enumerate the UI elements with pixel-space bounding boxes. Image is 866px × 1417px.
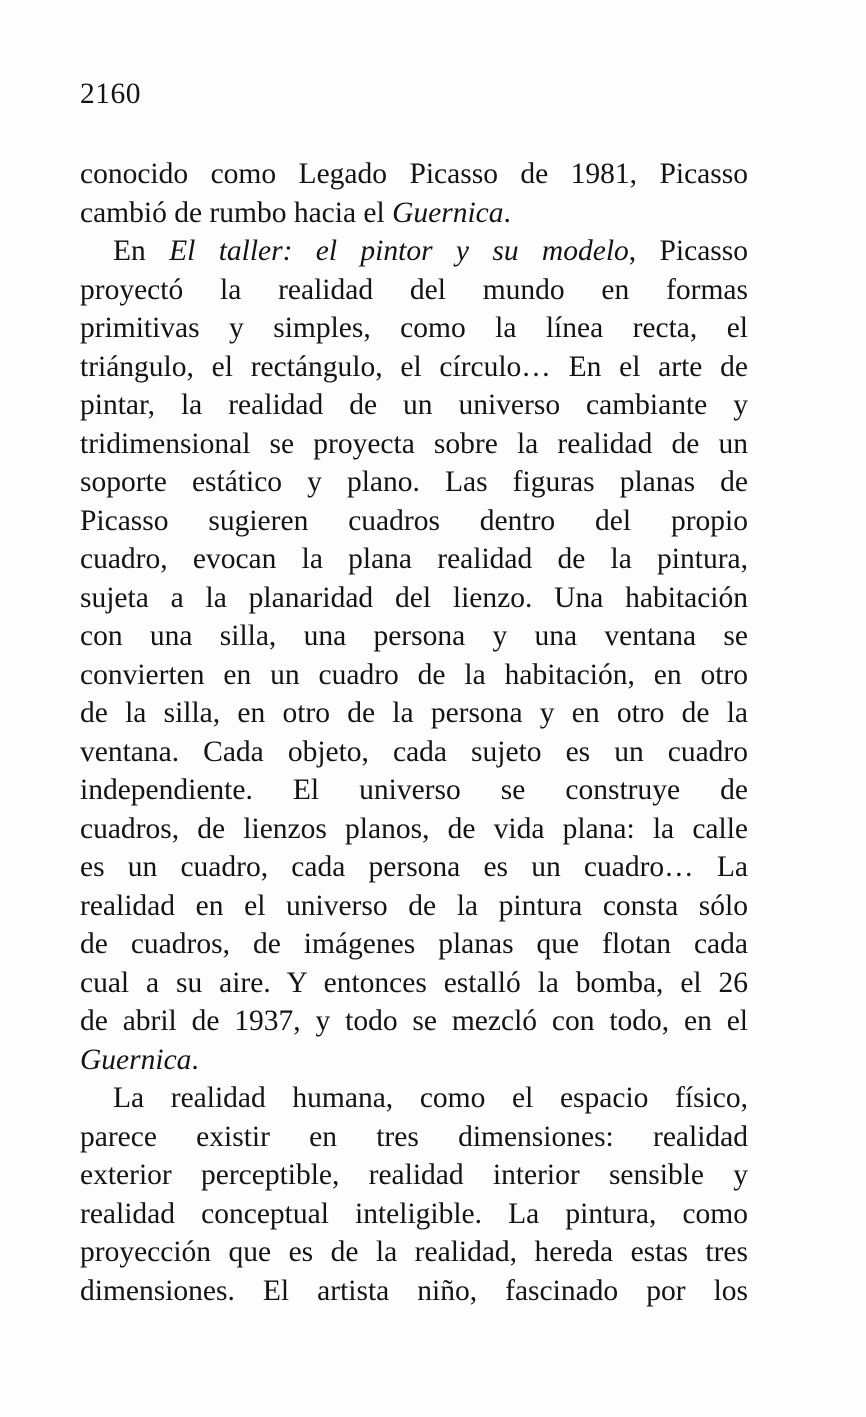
text-line <box>80 656 748 695</box>
text-line <box>80 771 748 810</box>
text-segment: . <box>191 1043 199 1076</box>
text-segment: cual a su aire. Y entonces estalló la bomba, el 26 <box>80 966 748 999</box>
text-line <box>80 1233 748 1272</box>
text-line <box>80 1156 748 1195</box>
text-line <box>80 579 748 618</box>
text-segment: proyección que es de la realidad, hereda estas tres <box>80 1236 748 1268</box>
text-line <box>80 1041 748 1080</box>
text-segment: , Picasso <box>628 235 748 267</box>
text-line <box>80 1272 748 1311</box>
text-line <box>80 964 748 1003</box>
text-line <box>80 1079 748 1118</box>
text-segment: realidad conceptual inteligible. La pintura, como <box>80 1197 748 1230</box>
italic-text: Guernica <box>392 196 504 229</box>
text-segment: Picasso sugieren cuadros dentro del propio <box>80 504 748 537</box>
text-line <box>80 540 748 579</box>
text-line <box>80 271 748 310</box>
text-segment: es un cuadro, cada persona es un cuadro… La <box>80 851 748 883</box>
text-segment: proyectó la realidad del mundo en formas <box>80 273 748 306</box>
text-segment: cambió de rumbo hacia el <box>80 196 393 229</box>
text-line <box>80 348 748 387</box>
text-segment: con una silla, una persona y una ventana se <box>80 620 748 652</box>
text-line <box>80 694 748 733</box>
text-line <box>80 810 748 849</box>
text-segment: ventana. Cada objeto, cada sujeto es un cuadro <box>80 735 748 768</box>
text-segment: parece existir en tres dimensiones: realidad <box>80 1120 748 1153</box>
text-segment: independiente. El universo se construye de <box>80 774 748 806</box>
text-segment: cuadros, de lienzos planos, de vida plana: la calle <box>80 812 748 845</box>
text-line <box>80 1002 748 1041</box>
text-line <box>80 887 748 926</box>
text-segment: . <box>503 196 511 229</box>
text-segment: cuadro, evocan la plana realidad de la pintura, <box>80 543 748 575</box>
text-line <box>80 925 748 964</box>
text-line <box>80 617 748 656</box>
text-segment: realidad en el universo de la pintura consta sólo <box>80 889 748 922</box>
text-segment: de la silla, en otro de la persona y en otro de la <box>80 697 748 729</box>
text-line <box>80 232 748 271</box>
text-segment: conocido como Legado Picasso de 1981, Picasso <box>80 158 748 190</box>
text-segment: soporte estático y plano. Las figuras planas de <box>80 466 748 498</box>
text-line <box>80 463 748 502</box>
italic-text: El taller: el pintor y su modelo <box>169 235 629 267</box>
text-segment: En <box>113 235 170 267</box>
italic-text: Guernica <box>80 1043 192 1076</box>
text-segment: de cuadros, de imágenes planas que flotan cada <box>80 928 748 960</box>
text-line <box>80 502 748 541</box>
page-number: 2160 <box>80 78 141 110</box>
text-line <box>80 386 748 425</box>
text-block <box>80 155 748 1310</box>
text-line <box>80 425 748 464</box>
text-line <box>80 1195 748 1234</box>
text-segment: de abril de 1937, y todo se mezcló con todo, en el <box>80 1005 748 1037</box>
text-line <box>80 194 748 233</box>
text-line <box>80 309 748 348</box>
text-segment: tridimensional se proyecta sobre la realidad de un <box>80 427 748 460</box>
text-segment: pintar, la realidad de un universo cambiante y <box>80 389 748 421</box>
text-segment: primitivas y simples, como la línea recta, el <box>80 312 748 344</box>
text-segment: triángulo, el rectángulo, el círculo… En el arte de <box>80 350 748 383</box>
text-line <box>80 733 748 772</box>
text-segment: sujeta a la planaridad del lienzo. Una habitación <box>80 581 748 614</box>
text-segment: convierten en un cuadro de la habitación, en otro <box>80 658 748 691</box>
text-line <box>80 848 748 887</box>
text-segment: exterior perceptible, realidad interior sensible y <box>80 1159 748 1191</box>
text-line <box>80 155 748 194</box>
text-segment: dimensiones. El artista niño, fascinado por los <box>80 1274 748 1307</box>
text-line <box>80 1118 748 1157</box>
text-segment: La realidad humana, como el espacio físico, <box>113 1082 748 1114</box>
